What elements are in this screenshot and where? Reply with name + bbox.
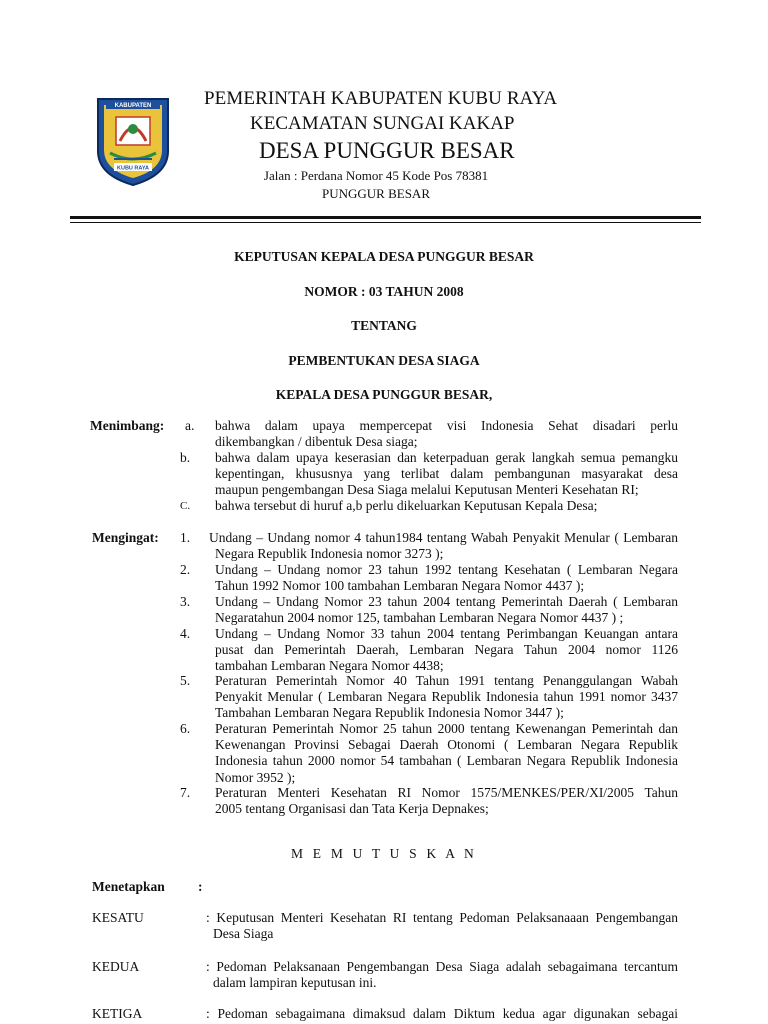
mengingat-marker-4: 4. bbox=[180, 626, 191, 641]
mengingat-marker-6: 6. bbox=[180, 721, 191, 736]
menetapkan-label: Menetapkan bbox=[92, 879, 165, 894]
mengingat-label: Mengingat: bbox=[92, 530, 159, 545]
menimbang-item-b: bahwa dalam upaya keserasian dan keterpaduan gerak langkah semua pemangku kepentingan, khususnya yang terlibat dalam pembangunan masyarakat desa maupun pengembangan Desa Siaga melalui Keputusan Menteri Kesehatan RI; bbox=[215, 450, 678, 498]
svg-text:KABUPATEN: KABUPATEN bbox=[114, 103, 152, 109]
mengingat-item-5: Peraturan Pemerintah Nomor 40 Tahun 1991 tentang Penanggulangan Wabah Penyakit Menular ( Lembaran Negara Republik Indonesia tahun 1991 nomor 3437 Tambahan Lembaran Negara Republik Indonesia Nomor 3447 ); bbox=[215, 673, 678, 721]
diktum-ketiga-text: : Pedoman sebagaimana dimaksud dalam Diktum kedua agar digunakan sebagai bbox=[206, 1006, 678, 1021]
diktum-kesatu-text: : Keputusan Menteri Kesehatan RI tentang Pedoman Pelaksanaaan Pengembangan Desa Siaga bbox=[206, 910, 678, 942]
menimbang-marker-c: C. bbox=[180, 500, 191, 512]
letterhead-rule-thin bbox=[70, 222, 701, 223]
mengingat-item-7: Peraturan Menteri Kesehatan RI Nomor 1575/MENKES/PER/XI/2005 Tahun 2005 tentang Organisasi dan Tata Kerja Depnakes; bbox=[215, 785, 678, 817]
menetapkan-colon: : bbox=[198, 879, 203, 894]
village-name: DESA PUNGGUR BESAR bbox=[259, 138, 515, 163]
svg-text:KUBU RAYA: KUBU RAYA bbox=[117, 165, 149, 172]
decree-title: KEPUTUSAN KEPALA DESA PUNGGUR BESAR bbox=[234, 249, 534, 264]
diktum-ketiga-label: KETIGA bbox=[92, 1006, 143, 1021]
government-name: PEMERINTAH KABUPATEN KUBU RAYA bbox=[204, 88, 558, 109]
mengingat-marker-1: 1. bbox=[180, 530, 191, 545]
diktum-kesatu-label: KESATU bbox=[92, 910, 144, 925]
menimbang-item-a: bahwa dalam upaya mempercepat visi Indonesia Sehat disadari perlu dikembangkan / dibentuk Desa siaga; bbox=[215, 418, 678, 450]
menimbang-marker-a: a. bbox=[185, 418, 195, 433]
decree-issuer: KEPALA DESA PUNGGUR BESAR, bbox=[275, 387, 493, 402]
mengingat-item-4: Undang – Undang Nomor 33 tahun 2004 tentang Perimbangan Keuangan antara pusat dan Pemerintah Daerah, Lembaran Negara Tahun 2004 nomor 1126 tambahan Lembaran Negara Nomor 4438; bbox=[215, 626, 678, 674]
menimbang-label: Menimbang: bbox=[90, 418, 165, 433]
address-town: PUNGGUR BESAR bbox=[322, 186, 430, 201]
mengingat-marker-3: 3. bbox=[180, 594, 191, 609]
kubu-raya-emblem-logo bbox=[92, 93, 174, 187]
mengingat-marker-7: 7. bbox=[180, 785, 191, 800]
mengingat-marker-5: 5. bbox=[180, 673, 191, 688]
decree-subject: PEMBENTUKAN DESA SIAGA bbox=[288, 353, 480, 368]
decree-about: TENTANG bbox=[351, 318, 417, 333]
mengingat-item-6: Peraturan Pemerintah Nomor 25 tahun 2000 tentang Kewenangan Pemerintah dan Kewenangan Provinsi Sebagai Daerah Otonomi ( Lembaran Negara Republik Indonesia tahun 2000 nomor 54 tambahan ( Lembaran Negara Republik Indonesia Nomor 3952 ); bbox=[215, 721, 678, 785]
address-line: Jalan : Perdana Nomor 45 Kode Pos 78381 bbox=[263, 168, 489, 183]
mengingat-item-1: Undang – Undang nomor 4 tahun1984 tentang Wabah Penyakit Menular ( Lembaran Negara Republik Indonesia nomor 3273 ); bbox=[209, 530, 678, 562]
menimbang-marker-b: b. bbox=[180, 450, 191, 465]
memutuskan-heading: M E M U T U S K A N bbox=[291, 846, 477, 861]
decree-number: NOMOR : 03 TAHUN 2008 bbox=[304, 284, 464, 299]
diktum-kedua-label: KEDUA bbox=[92, 959, 140, 974]
mengingat-item-3: Undang – Undang Nomor 23 tahun 2004 tentang Pemerintah Daerah ( Lembaran Negaratahun 2004 nomor 125, tambahan Lembaran Negara Nomor 4437 ) ; bbox=[215, 594, 678, 626]
mengingat-item-2: Undang – Undang nomor 23 tahun 1992 tentang Kesehatan ( Lembaran Negara Tahun 1992 Nomor 100 tambahan Lembaran Negara Nomor 4437 ); bbox=[215, 562, 678, 594]
district-name: KECAMATAN SUNGAI KAKAP bbox=[250, 113, 515, 134]
diktum-kedua-text: : Pedoman Pelaksanaan Pengembangan Desa Siaga adalah sebagaimana tercantum dalam lampiran keputusan ini. bbox=[206, 959, 678, 991]
mengingat-marker-2: 2. bbox=[180, 562, 191, 577]
menimbang-item-c: bahwa tersebut di huruf a,b perlu dikeluarkan Keputusan Kepala Desa; bbox=[215, 498, 598, 513]
letterhead-rule-thick bbox=[70, 216, 701, 219]
